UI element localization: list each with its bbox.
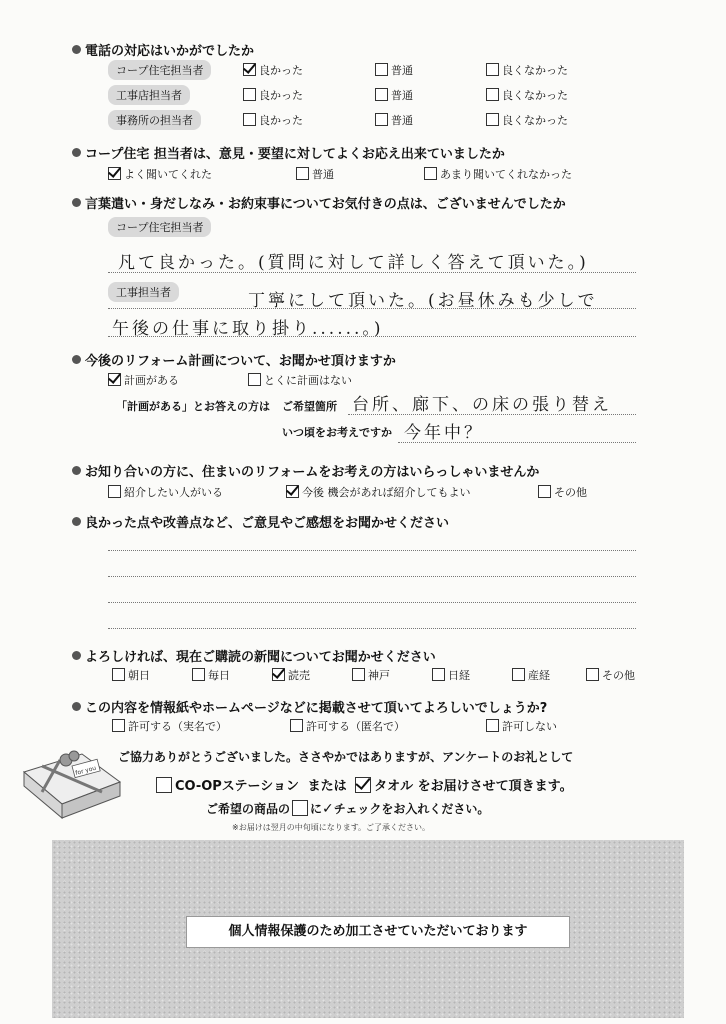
q4-place-value[interactable]: 台所、廊下、の床の張り替え <box>352 395 612 415</box>
q1-row-office-label: 事務所の担当者 <box>108 110 201 130</box>
bullet-icon <box>72 702 81 711</box>
checkbox-checked-icon[interactable] <box>272 668 285 681</box>
dotted-line[interactable] <box>108 576 636 577</box>
dotted-line <box>348 414 636 415</box>
dotted-line <box>108 272 636 273</box>
q7-option-asahi[interactable]: 朝日 <box>112 667 150 683</box>
q2-option-normal[interactable]: 普通 <box>296 166 334 182</box>
checkbox-icon[interactable] <box>486 719 499 732</box>
bullet-icon <box>72 45 81 54</box>
checkbox-icon[interactable] <box>424 167 437 180</box>
q4-option-plan[interactable]: 計画がある <box>108 372 179 388</box>
q3-koji-label: 工事担当者 <box>108 282 179 302</box>
q7-option-nikkei[interactable]: 日経 <box>432 667 470 683</box>
checkbox-icon[interactable] <box>108 485 121 498</box>
q7-option-kobe[interactable]: 神戸 <box>352 667 390 683</box>
deliver-text: をお届けさせて頂きます。 <box>417 779 573 794</box>
q8-option-anonymous[interactable]: 許可する（匿名で） <box>290 718 405 734</box>
bullet-icon <box>72 355 81 364</box>
bullet-icon <box>72 198 81 207</box>
checkbox-icon[interactable] <box>248 373 261 386</box>
q5-option-introduce[interactable]: 紹介したい人がいる <box>108 484 223 500</box>
towel-checkbox[interactable] <box>355 777 371 793</box>
q7-option-sankei[interactable]: 産経 <box>512 667 550 683</box>
q1-coop-bad[interactable]: 良くなかった <box>486 62 568 78</box>
q4-intro: 「計画がある」とお答えの方は <box>116 400 270 413</box>
q1-office-normal[interactable]: 普通 <box>375 112 413 128</box>
q1-row-coop-label: コープ住宅担当者 <box>108 60 211 80</box>
checkbox-icon[interactable] <box>112 668 125 681</box>
dotted-line <box>398 442 636 443</box>
q8-option-deny[interactable]: 許可しない <box>486 718 557 734</box>
q2-title: コープ住宅 担当者は、意見・要望に対してよくお応え出来ていましたか <box>72 143 505 162</box>
q1-koji-good[interactable]: 良かった <box>243 87 303 103</box>
checkbox-checked-icon[interactable] <box>286 485 299 498</box>
q4-place-label: ご希望箇所 <box>282 400 337 413</box>
q8-title: この内容を情報紙やホームページなどに掲載させて頂いてよろしいでしょうか? <box>72 697 547 716</box>
q3-koji-comment-line2[interactable]: 午後の仕事に取り掛り......。) <box>112 319 384 339</box>
sample-box-icon <box>292 800 308 816</box>
checkbox-icon[interactable] <box>243 88 256 101</box>
checkbox-icon[interactable] <box>432 668 445 681</box>
dotted-line[interactable] <box>108 628 636 629</box>
q7-option-other[interactable]: その他 <box>586 667 635 683</box>
q1-row-koji-label: 工事店担当者 <box>108 85 190 105</box>
q3-coop-label: コープ住宅担当者 <box>108 217 211 237</box>
checkbox-checked-icon[interactable] <box>108 373 121 386</box>
q3-title: 言葉遣い・身だしなみ・お約束事についてお気付きの点は、ございませんでしたか <box>72 193 566 212</box>
q7-option-mainichi[interactable]: 毎日 <box>192 667 230 683</box>
q6-title: 良かった点や改善点など、ご意見やご感想をお聞かせください <box>72 512 449 531</box>
checkbox-checked-icon[interactable] <box>243 63 256 76</box>
bullet-icon <box>72 148 81 157</box>
q4-option-no-plan[interactable]: とくに計画はない <box>248 372 352 388</box>
privacy-notice: 個人情報保護のため加工させていただいております <box>186 916 570 948</box>
dotted-line[interactable] <box>108 550 636 551</box>
q2-option-listened[interactable]: よく聞いてくれた <box>108 166 212 182</box>
checkbox-icon[interactable] <box>192 668 205 681</box>
checkbox-icon[interactable] <box>375 88 388 101</box>
checkbox-icon[interactable] <box>375 113 388 126</box>
gift-choice-line <box>156 775 573 794</box>
checkbox-icon[interactable] <box>243 113 256 126</box>
check-instruction: ご希望の商品の に✓チェックをお入れください。 <box>206 801 490 817</box>
q3-koji-comment-line1[interactable]: 丁寧にして頂いた。(お昼休みも少しで <box>248 291 598 311</box>
checkbox-icon[interactable] <box>486 113 499 126</box>
gift-box-illustration <box>20 742 124 822</box>
q7-title: よろしければ、現在ご購読の新聞についてお聞かせください <box>72 646 436 665</box>
checkmark-icon: ✓ <box>322 801 334 817</box>
q1-koji-bad[interactable]: 良くなかった <box>486 87 568 103</box>
q7-option-yomiuri[interactable]: 読売 <box>272 667 310 683</box>
gift-coop-label: CO-OPステーション <box>175 779 300 794</box>
q4-title: 今後のリフォーム計画について、お聞かせ頂けますか <box>72 350 396 369</box>
checkbox-icon[interactable] <box>486 63 499 76</box>
q4-when-label: いつ頃をお考えですか <box>282 426 392 439</box>
q1-office-good[interactable]: 良かった <box>243 112 303 128</box>
thanks-line: ご協力ありがとうございました。ささやかではありますが、アンケートのお礼として <box>118 750 574 764</box>
bullet-icon <box>72 651 81 660</box>
delivery-note: ※お届けは翌月の中旬頃になります。ご了承ください。 <box>232 823 431 832</box>
q1-coop-good[interactable]: 良かった <box>243 62 303 78</box>
q1-koji-normal[interactable]: 普通 <box>375 87 413 103</box>
q2-option-not-listened[interactable]: あまり聞いてくれなかった <box>424 166 572 182</box>
q3-coop-comment[interactable]: 凡て良かった。(質問に対して詳しく答えて頂いた。) <box>118 253 589 273</box>
or-text: または <box>307 779 347 794</box>
bullet-icon <box>72 517 81 526</box>
checkbox-icon[interactable] <box>538 485 551 498</box>
checkbox-icon[interactable] <box>586 668 599 681</box>
q1-office-bad[interactable]: 良くなかった <box>486 112 568 128</box>
checkbox-icon[interactable] <box>486 88 499 101</box>
q8-option-real-name[interactable]: 許可する（実名で） <box>112 718 227 734</box>
dotted-line[interactable] <box>108 602 636 603</box>
bullet-icon <box>72 466 81 475</box>
checkbox-icon[interactable] <box>296 167 309 180</box>
dotted-line <box>108 336 636 337</box>
checkbox-icon[interactable] <box>375 63 388 76</box>
checkbox-icon[interactable] <box>290 719 303 732</box>
coop-station-checkbox[interactable] <box>156 777 172 793</box>
dotted-line <box>108 308 636 309</box>
q1-coop-normal[interactable]: 普通 <box>375 62 413 78</box>
q5-title: お知り合いの方に、住まいのリフォームをお考えの方はいらっしゃいませんか <box>72 461 539 480</box>
checkbox-icon[interactable] <box>352 668 365 681</box>
q1-title: 電話の対応はいかがでしたか <box>72 40 254 59</box>
gift-towel-label: タオル <box>374 779 414 794</box>
gift-tag-text: for you <box>74 764 97 777</box>
checkbox-icon[interactable] <box>112 719 125 732</box>
checkbox-icon[interactable] <box>512 668 525 681</box>
checkbox-checked-icon[interactable] <box>108 167 121 180</box>
q5-option-maybe[interactable]: 今後 機会があれば紹介してもよい <box>286 484 471 500</box>
q4-when-value[interactable]: 今年中？ <box>404 423 484 443</box>
q5-option-other[interactable]: その他 <box>538 484 587 500</box>
